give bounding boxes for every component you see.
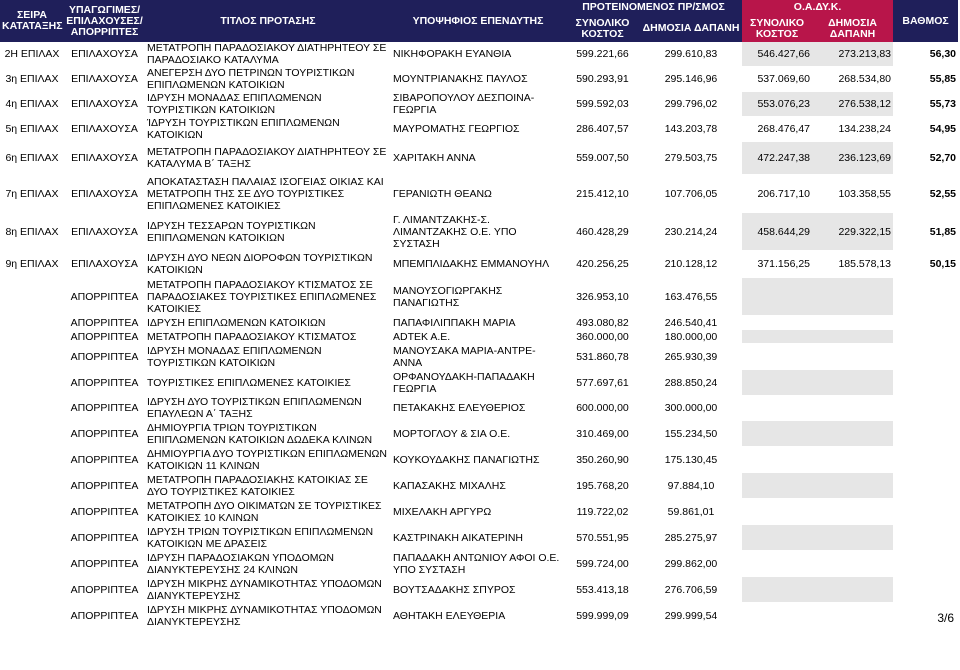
row-status: ΑΠΟΡΡΙΠΤΕΑ: [70, 583, 139, 596]
header-score: ΒΑΘΜΟΣ: [893, 0, 958, 42]
row-proposed-public-expense: 299.862,00: [664, 557, 718, 570]
row-score: [893, 473, 958, 499]
row-applicant: ΜΙΧΕΛΑΚΗ ΑΡΓΥΡΩ: [393, 505, 492, 518]
row-proposed-public-expense: 246.540,41: [664, 316, 718, 329]
row-rank: [0, 278, 64, 316]
row-proposed-total-cost: 350.260,90: [576, 453, 629, 466]
row-proposed-total-cost: 599.221,66: [576, 48, 629, 60]
row-proposed-total-cost: 531.860,78: [576, 350, 629, 363]
row-score: 55,85: [929, 73, 957, 85]
row-score: [893, 551, 958, 577]
row-proposed-public-expense: 107.706,05: [664, 187, 718, 200]
row-applicant: ΟΡΦΑΝΟΥΔΑΚΗ-ΠΑΠΑΔΑΚΗ ΓΕΩΡΓΙΑ: [393, 370, 535, 395]
row-proposed-public-expense: 288.850,24: [664, 376, 718, 389]
row-proposed-public-expense: 300.000,00: [664, 402, 718, 414]
row-applicant: ΑΘΗΤΑΚΗ ΕΛΕΥΘΕΡΙΑ: [393, 609, 506, 622]
table-row: [0, 577, 958, 603]
row-proposed-total-cost: 119.722,02: [576, 505, 629, 518]
row-applicant: Γ. ΛΙΜΑΝΤΖΑΚΗΣ-Σ. ΛΙΜΑΝΤΖΑΚΗΣ Ο.Ε. ΥΠΟ ΣΥΣΤΑΣΗ: [393, 213, 517, 250]
row-proposed-public-expense: 210.128,12: [664, 258, 718, 270]
table-row: [0, 525, 958, 551]
row-score: [893, 278, 958, 316]
row-approved-public-expense: 103.358,55: [838, 187, 892, 200]
row-proposed-total-cost: 420.256,25: [576, 258, 629, 270]
row-applicant: ΒΟΥΤΣΑΔΑΚΗΣ ΣΠΥΡΟΣ: [393, 583, 516, 596]
row-applicant: ΧΑΡΙΤΑΚΗ ΑΝΝΑ: [393, 152, 476, 164]
row-title: ΙΔΡΥΣΗ ΔΥΟ ΤΟΥΡΙΣΤΙΚΩΝ ΕΠΙΠΛΩΜΕΝΩΝ ΕΠΑΥΛΕΩΝ Α΄ ΤΑΞΗΣ: [147, 396, 362, 420]
row-applicant: ΠΕΤΑΚΑΚΗΣ ΕΛΕΥΘΕΡΙΟΣ: [393, 402, 526, 414]
row-score: [893, 344, 958, 370]
row-rank: [0, 330, 64, 344]
row-proposed-total-cost: 326.953,10: [576, 290, 629, 303]
table-row: [0, 473, 958, 499]
row-applicant: ΠΑΠΑΦΙΛΙΠΠΑΚΗ ΜΑΡΙΑ: [393, 316, 516, 329]
table-row: [0, 42, 958, 67]
table-row: [0, 175, 958, 213]
row-proposed-public-expense: 265.930,39: [664, 350, 718, 363]
row-proposed-public-expense: 299.999,54: [664, 609, 718, 622]
row-rank: 6η ΕΠΙΛΑΧ: [5, 152, 59, 164]
row-proposed-total-cost: 310.469,00: [576, 427, 629, 440]
row-status: ΑΠΟΡΡΙΠΤΕΑ: [70, 505, 139, 518]
row-status: ΑΠΟΡΡΙΠΤΕΑ: [70, 376, 139, 389]
table-row: [0, 117, 958, 142]
row-rank: 5η ΕΠΙΛΑΧ: [5, 123, 59, 135]
row-approved-total-cost: 268.476,47: [757, 123, 811, 135]
row-approved-public-expense: [812, 551, 893, 577]
row-approved-public-expense: 134.238,24: [838, 123, 892, 135]
header-proposed-group: ΠΡΟΤΕΙΝΟΜΕΝΟΣ ΠΡ/ΣΜΟΣ: [565, 0, 742, 15]
row-approved-total-cost: [742, 344, 812, 370]
row-status: ΑΠΟΡΡΙΠΤΕΑ: [70, 330, 139, 343]
row-proposed-total-cost: 493.080,82: [576, 316, 629, 329]
table-row: [0, 330, 958, 344]
row-proposed-total-cost: 553.413,18: [576, 583, 629, 596]
row-applicant: ΝΙΚΗΦΟΡΑΚΗ ΕΥΑΝΘΙΑ: [393, 48, 512, 60]
row-approved-public-expense: [812, 577, 893, 603]
row-applicant: ΠΑΠΑΔΑΚΗ ΑΝΤΩΝΙΟΥ ΑΦΟΙ Ο.Ε. ΥΠΟ ΣΥΣΤΑΣΗ: [393, 551, 560, 576]
row-rank: 2Η ΕΠΙΛΑΧ: [4, 48, 60, 60]
row-approved-public-expense: [812, 421, 893, 447]
table-row: [0, 499, 958, 525]
row-proposed-public-expense: 279.503,75: [664, 152, 718, 164]
row-applicant: ΜΑΝΟΥΣΑΚΑ ΜΑΡΙΑ-ΑΝΤΡΕ-ΑΝΝΑ: [393, 344, 536, 369]
row-title: ΜΕΤΑΤΡΟΠΗ ΠΑΡΑΔΟΣΙΑΚΟΥ ΚΤΙΣΜΑΤΟΣ: [147, 330, 357, 343]
row-approved-public-expense: [812, 499, 893, 525]
row-status: ΕΠΙΛΑΧΟΥΣΑ: [71, 152, 138, 164]
row-proposed-total-cost: 599.592,03: [576, 98, 629, 110]
row-proposed-total-cost: 559.007,50: [576, 152, 629, 164]
table-row: [0, 316, 958, 330]
header-approved-total-cost: ΣΥΝΟΛΙΚΟ ΚΟΣΤΟΣ: [742, 15, 812, 42]
row-approved-total-cost: [742, 370, 812, 396]
row-applicant: ΣΙΒΑΡΟΠΟΥΛΟΥ ΔΕΣΠΟΙΝΑ-ΓΕΩΡΓΙΑ: [393, 92, 535, 116]
row-proposed-total-cost: 360.000,00: [576, 330, 629, 343]
row-proposed-public-expense: 155.234,50: [664, 427, 718, 440]
row-score: 51,85: [929, 225, 957, 238]
table-row: [0, 92, 958, 117]
header-title: ΤΙΤΛΟΣ ΠΡΟΤΑΣΗΣ: [145, 0, 391, 42]
row-rank: [0, 473, 64, 499]
row-approved-total-cost: [742, 473, 812, 499]
row-status: ΕΠΙΛΑΧΟΥΣΑ: [71, 258, 138, 270]
row-rank: 9η ΕΠΙΛΑΧ: [5, 258, 59, 270]
row-approved-public-expense: [812, 370, 893, 396]
header-approved-group: Ο.Α.ΔΥ.Κ.: [742, 0, 893, 15]
row-rank: [0, 577, 64, 603]
header-rank: ΣΕΙΡΑ ΚΑΤΑΤΑΞΗΣ: [0, 0, 64, 42]
row-approved-total-cost: 458.644,29: [742, 213, 812, 251]
row-score: 56,30: [929, 48, 957, 60]
row-approved-public-expense: 185.578,13: [838, 258, 892, 270]
header-approved-public-expense: ΔΗΜΟΣΙΑ ΔΑΠΑΝΗ: [812, 15, 893, 42]
row-status: ΑΠΟΡΡΙΠΤΕΑ: [70, 557, 139, 570]
row-title: ΜΕΤΑΤΡΟΠΗ ΠΑΡΑΔΟΣΙΑΚΟΥ ΚΤΙΣΜΑΤΟΣ ΣΕ ΠΑΡΑΔΟΣΙΑΚΕΣ ΤΟΥΡΙΣΤΙΚΕΣ ΕΠΙΠΛΩΜΕΝΕΣ ΚΑΤΟΙΚΙΕΣ: [147, 278, 377, 315]
row-status: ΕΠΙΛΑΧΟΥΣΑ: [71, 123, 138, 135]
row-approved-total-cost: [742, 525, 812, 551]
row-applicant: ΚΟΥΚΟΥΔΑΚΗΣ ΠΑΝΑΓΙΩΤΗΣ: [393, 453, 540, 466]
row-status: ΑΠΟΡΡΙΠΤΕΑ: [70, 453, 139, 466]
row-status: ΕΠΙΛΑΧΟΥΣΑ: [71, 225, 138, 238]
row-title: ΙΔΡΥΣΗ ΜΙΚΡΗΣ ΔΥΝΑΜΙΚΟΤΗΤΑΣ ΥΠΟΔΟΜΩΝ ΔΙΑΝΥΚΤΕΡΕΥΣΗΣ: [147, 577, 382, 602]
row-score: [893, 499, 958, 525]
row-title: ΊΔΡΥΣΗ ΤΟΥΡΙΣΤΙΚΩΝ ΕΠΙΠΛΩΜΕΝΩΝ ΚΑΤΟΙΚΙΩΝ: [147, 117, 340, 141]
row-score: [893, 577, 958, 603]
row-score: 50,15: [929, 258, 957, 270]
row-title: ΙΔΡΥΣΗ ΔΥΟ ΝΕΩΝ ΔΙΟΡΟΦΩΝ ΤΟΥΡΙΣΤΙΚΩΝ ΚΑΤΟΙΚΙΩΝ: [147, 252, 373, 276]
row-status: ΕΠΙΛΑΧΟΥΣΑ: [71, 48, 138, 60]
row-proposed-total-cost: 577.697,61: [576, 376, 629, 389]
row-applicant: ΜΑΝΟΥΣΟΓΙΩΡΓΑΚΗΣ ΠΑΝΑΓΙΩΤΗΣ: [393, 284, 503, 309]
row-approved-total-cost: [742, 396, 812, 421]
row-status: ΕΠΙΛΑΧΟΥΣΑ: [71, 73, 138, 85]
table-row: [0, 396, 958, 421]
row-rank: 8η ΕΠΙΛΑΧ: [5, 225, 59, 238]
row-approved-total-cost: [742, 447, 812, 473]
row-status: ΑΠΟΡΡΙΠΤΕΑ: [70, 427, 139, 440]
row-applicant: ΜΠΕΜΠΛΙΔΑΚΗΣ ΕΜΜΑΝΟΥΗΛ: [393, 258, 550, 270]
row-proposed-total-cost: 195.768,20: [576, 479, 629, 492]
row-title: ΤΟΥΡΙΣΤΙΚΕΣ ΕΠΙΠΛΩΜΕΝΕΣ ΚΑΤΟΙΚΙΕΣ: [147, 376, 351, 389]
row-approved-total-cost: 472.247,38: [742, 142, 812, 175]
row-rank: [0, 421, 64, 447]
row-applicant: ΜΑΥΡΟΜΑΤΗΣ ΓΕΩΡΓΙΟΣ: [393, 123, 520, 135]
row-status: ΑΠΟΡΡΙΠΤΕΑ: [70, 609, 139, 622]
row-proposed-public-expense: 299.796,02: [664, 98, 718, 110]
row-status: ΕΠΙΛΑΧΟΥΣΑ: [71, 187, 138, 200]
row-score: 52,55: [929, 187, 957, 200]
row-approved-total-cost: [742, 603, 812, 629]
row-proposed-total-cost: 599.724,00: [576, 557, 629, 570]
row-approved-total-cost: [742, 577, 812, 603]
table-row: [0, 213, 958, 251]
table-row: [0, 447, 958, 473]
row-approved-total-cost: 206.717,10: [757, 187, 811, 200]
row-rank: [0, 447, 64, 473]
row-approved-public-expense: [812, 525, 893, 551]
table-row: [0, 551, 958, 577]
row-rank: [0, 551, 64, 577]
row-approved-total-cost: 537.069,60: [757, 73, 811, 85]
row-approved-total-cost: [742, 551, 812, 577]
row-rank: [0, 316, 64, 330]
row-approved-public-expense: 229.322,15: [812, 213, 893, 251]
row-proposed-public-expense: 295.146,96: [664, 73, 718, 85]
row-title: ΙΔΡΥΣΗ ΤΕΣΣΑΡΩΝ ΤΟΥΡΙΣΤΙΚΩΝ ΕΠΙΠΛΩΜΕΝΩΝ ΚΑΤΟΙΚΙΩΝ: [147, 219, 316, 244]
page-number: 3/6: [937, 611, 954, 625]
row-applicant: ADTEK A.E.: [393, 330, 451, 343]
row-applicant: ΚΑΠΑΣΑΚΗΣ ΜΙΧΑΛΗΣ: [393, 479, 506, 492]
row-rank: 3η ΕΠΙΛΑΧ: [5, 73, 59, 85]
row-applicant: ΜΟΥΝΤΡΙΑΝΑΚΗΣ ΠΑΥΛΟΣ: [393, 73, 528, 85]
row-title: ΙΔΡΥΣΗ ΤΡΙΩΝ ΤΟΥΡΙΣΤΙΚΩΝ ΕΠΙΠΛΩΜΕΝΩΝ ΚΑΤΟΙΚΙΩΝ ΜΕ ΔΡΑΣΕΙΣ: [147, 525, 374, 550]
row-title: ΜΕΤΑΤΡΟΠΗ ΠΑΡΑΔΟΣΙΑΚΟΥ ΔΙΑΤΗΡΗΤΕΟΥ ΣΕ ΠΑΡΑΔΟΣΙΑΚΟ ΚΑΤΑΛΥΜΑ: [147, 42, 387, 66]
row-approved-public-expense: [812, 344, 893, 370]
row-score: [893, 421, 958, 447]
row-approved-total-cost: [742, 330, 812, 344]
row-score: 55,73: [929, 98, 957, 110]
row-approved-public-expense: [812, 473, 893, 499]
row-title: ΙΔΡΥΣΗ ΠΑΡΑΔΟΣΙΑΚΩΝ ΥΠΟΔΟΜΩΝ ΔΙΑΝΥΚΤΕΡΕΥΣΗΣ 24 ΚΛΙΝΩΝ: [147, 551, 334, 576]
table-row: [0, 142, 958, 175]
row-approved-public-expense: [812, 316, 893, 330]
table-row: [0, 344, 958, 370]
row-approved-public-expense: 268.534,80: [838, 73, 892, 85]
row-title: ΙΔΡΥΣΗ ΜΙΚΡΗΣ ΔΥΝΑΜΙΚΟΤΗΤΑΣ ΥΠΟΔΟΜΩΝ ΔΙΑΝΥΚΤΕΡΕΥΣΗΣ: [147, 603, 382, 628]
row-proposed-public-expense: 143.203,78: [664, 123, 718, 135]
row-status: ΕΠΙΛΑΧΟΥΣΑ: [71, 98, 138, 110]
table-row: [0, 421, 958, 447]
row-score: 52,70: [929, 152, 957, 164]
row-title: ΙΔΡΥΣΗ ΜΟΝΑΔΑΣ ΕΠΙΠΛΩΜΕΝΩΝ ΤΟΥΡΙΣΤΙΚΩΝ ΚΑΤΟΙΚΙΩΝ: [147, 92, 322, 116]
row-status: ΑΠΟΡΡΙΠΤΕΑ: [70, 350, 139, 363]
row-proposed-public-expense: 230.214,24: [664, 225, 718, 238]
row-approved-total-cost: 371.156,25: [757, 258, 811, 270]
row-proposed-public-expense: 175.130,45: [664, 453, 718, 466]
row-proposed-total-cost: 460.428,29: [576, 225, 629, 238]
row-title: ΙΔΡΥΣΗ ΕΠΙΠΛΩΜΕΝΩΝ ΚΑΤΟΙΚΙΩΝ: [147, 316, 326, 329]
table-row: [0, 278, 958, 316]
row-score: [893, 316, 958, 330]
row-applicant: ΜΟΡΤΟΓΛΟΥ & ΣΙΑ Ο.Ε.: [393, 427, 511, 440]
table-row: [0, 67, 958, 92]
row-status: ΑΠΟΡΡΙΠΤΕΑ: [70, 402, 139, 414]
row-status: ΑΠΟΡΡΙΠΤΕΑ: [70, 479, 139, 492]
row-title: ΜΕΤΑΤΡΟΠΗ ΠΑΡΑΔΟΣΙΑΚΟΥ ΔΙΑΤΗΡΗΤΕΟΥ ΣΕ ΚΑΤΑΛΥΜΑ Β΄ ΤΑΞΗΣ: [147, 146, 387, 170]
row-approved-total-cost: [742, 421, 812, 447]
row-proposed-public-expense: 97.884,10: [667, 479, 715, 492]
table-row: [0, 251, 958, 278]
row-proposed-total-cost: 600.000,00: [576, 402, 629, 414]
table-row: [0, 370, 958, 396]
row-score: [893, 330, 958, 344]
row-status: ΑΠΟΡΡΙΠΤΕΑ: [70, 290, 139, 303]
row-proposed-total-cost: 590.293,91: [576, 73, 629, 85]
row-approved-public-expense: [812, 278, 893, 316]
row-title: ΜΕΤΑΤΡΟΠΗ ΠΑΡΑΔΟΣΙΑΚΗΣ ΚΑΤΟΙΚΙΑΣ ΣΕ ΔΥΟ ΤΟΥΡΙΣΤΙΚΕΣ ΚΑΤΟΙΚΙΕΣ: [147, 473, 368, 498]
row-proposed-public-expense: 285.275,97: [664, 531, 718, 544]
row-approved-public-expense: [812, 603, 893, 629]
row-score: 54,95: [929, 123, 957, 135]
row-rank: 4η ΕΠΙΛΑΧ: [5, 98, 59, 110]
row-applicant: ΓΕΡΑΝΙΩΤΗ ΘΕΑΝΩ: [393, 187, 492, 200]
row-approved-total-cost: [742, 278, 812, 316]
row-proposed-total-cost: 599.999,09: [576, 609, 629, 622]
row-score: [893, 370, 958, 396]
row-approved-public-expense: [812, 447, 893, 473]
header-status: ΥΠΑΓΩΓΙΜΕΣ/ ΕΠΙΛΑΧΟΥΣΕΣ/ ΑΠΟΡΡΙΠΤΕΣ: [64, 0, 145, 42]
row-approved-public-expense: 236.123,69: [812, 142, 893, 175]
header-proposed-total-cost: ΣΥΝΟΛΙΚΟ ΚΟΣΤΟΣ: [565, 15, 640, 42]
row-proposed-public-expense: 276.706,59: [664, 583, 718, 596]
row-approved-total-cost: 546.427,66: [742, 42, 812, 67]
header-proposed-public-expense: ΔΗΜΟΣΙΑ ΔΑΠΑΝΗ: [640, 15, 742, 42]
row-proposed-total-cost: 286.407,57: [576, 123, 629, 135]
row-rank: [0, 396, 64, 421]
row-rank: 7η ΕΠΙΛΑΧ: [5, 187, 59, 200]
row-score: [893, 525, 958, 551]
row-rank: [0, 603, 64, 629]
row-title: ΑΝΕΓΕΡΣΗ ΔΥΟ ΠΕΤΡΙΝΩΝ ΤΟΥΡΙΣΤΙΚΩΝ ΕΠΙΠΛΩΜΕΝΩΝ ΚΑΤΟΙΚΙΩΝ: [147, 67, 355, 91]
row-rank: [0, 370, 64, 396]
row-approved-total-cost: [742, 499, 812, 525]
row-proposed-public-expense: 299.610,83: [664, 48, 718, 60]
row-approved-total-cost: [742, 316, 812, 330]
row-proposed-total-cost: 570.551,95: [576, 531, 629, 544]
header-applicant: ΥΠΟΨΗΦΙΟΣ ΕΠΕΝΔΥΤΗΣ: [391, 0, 565, 42]
row-approved-public-expense: 276.538,12: [812, 92, 893, 117]
row-title: ΑΠΟΚΑΤΑΣΤΑΣΗ ΠΑΛΑΙΑΣ ΙΣΟΓΕΙΑΣ ΟΙΚΙΑΣ ΚΑΙ ΜΕΤΑΤΡΟΠΗ ΤΗΣ ΣΕ ΔΥΟ ΤΟΥΡΙΣΤΙΚΕΣ ΕΠΙΠΛΩΜΕΝΕΣ ΚΑΤΟΙΚΙΕΣ: [147, 175, 384, 212]
row-score: [893, 396, 958, 421]
row-proposed-public-expense: 163.476,55: [664, 290, 718, 303]
row-title: ΙΔΡΥΣΗ ΜΟΝΑΔΑΣ ΕΠΙΠΛΩΜΕΝΩΝ ΤΟΥΡΙΣΤΙΚΩΝ ΚΑΤΟΙΚΙΩΝ: [147, 344, 322, 369]
row-rank: [0, 499, 64, 525]
row-proposed-total-cost: 215.412,10: [576, 187, 629, 200]
row-proposed-public-expense: 59.861,01: [667, 505, 715, 518]
row-applicant: ΚΑΣΤΡΙΝΑΚΗ ΑΙΚΑΤΕΡΙΝΗ: [393, 531, 523, 544]
row-approved-total-cost: 553.076,23: [742, 92, 812, 117]
row-status: ΑΠΟΡΡΙΠΤΕΑ: [70, 316, 139, 329]
row-rank: [0, 525, 64, 551]
table-row: [0, 603, 958, 629]
row-title: ΔΗΜΙΟΥΡΓΙΑ ΔΥΟ ΤΟΥΡΙΣΤΙΚΩΝ ΕΠΙΠΛΩΜΕΝΩΝ ΚΑΤΟΙΚΙΩΝ 11 ΚΛΙΝΩΝ: [147, 447, 387, 472]
row-score: [893, 447, 958, 473]
row-approved-public-expense: [812, 396, 893, 421]
table-body: [0, 42, 958, 629]
row-rank: [0, 344, 64, 370]
row-status: ΑΠΟΡΡΙΠΤΕΑ: [70, 531, 139, 544]
row-approved-public-expense: [812, 330, 893, 344]
row-title: ΜΕΤΑΤΡΟΠΗ ΔΥΟ ΟΙΚΙΜΑΤΩΝ ΣΕ ΤΟΥΡΙΣΤΙΚΕΣ ΚΑΤΟΙΚΙΕΣ 10 ΚΛΙΝΩΝ: [147, 499, 382, 524]
row-proposed-public-expense: 180.000,00: [664, 330, 718, 343]
row-title: ΔΗΜΙΟΥΡΓΙΑ ΤΡΙΩΝ ΤΟΥΡΙΣΤΙΚΩΝ ΕΠΙΠΛΩΜΕΝΩΝ ΚΑΤΟΙΚΙΩΝ ΔΩΔΕΚΑ ΚΛΙΝΩΝ: [147, 421, 373, 446]
row-approved-public-expense: 273.213,83: [812, 42, 893, 67]
